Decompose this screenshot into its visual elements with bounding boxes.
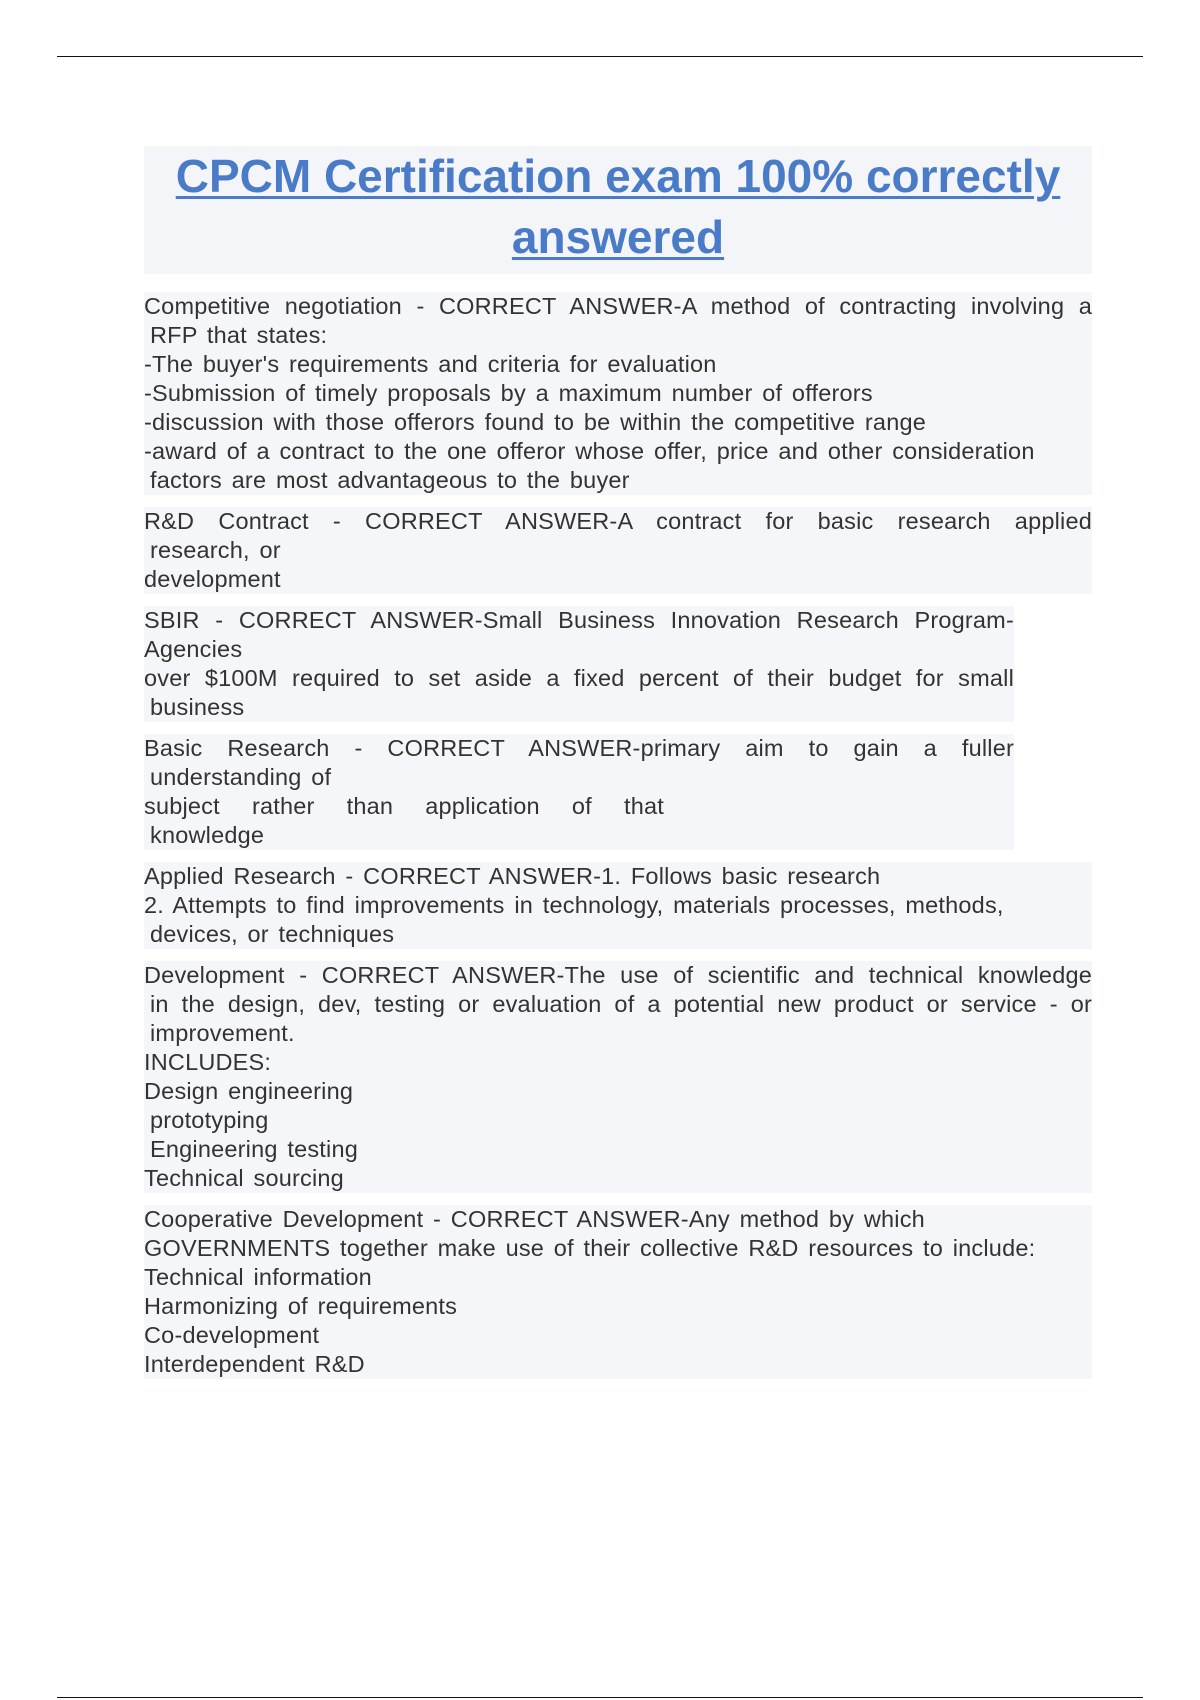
qa-entry-cooperative-development (144, 1205, 1092, 1379)
qa-line: research, or (150, 537, 281, 563)
qa-line: Agencies (144, 636, 243, 662)
qa-line: understanding of (150, 764, 332, 790)
qa-line: business (150, 694, 245, 720)
qa-line: Engineering testing (150, 1136, 358, 1162)
header-rule (57, 56, 1143, 57)
document-title[interactable]: CPCM Certification exam 100% correctly answered (175, 150, 1061, 263)
qa-line: prototyping (150, 1107, 269, 1133)
qa-line: improvement. (150, 1020, 295, 1046)
qa-line: R&D Contract - CORRECT ANSWER-A contract for basic research applied (144, 508, 1092, 534)
qa-line: Basic Research - CORRECT ANSWER-primary aim to gain a fuller (144, 735, 1014, 761)
qa-line: devices, or techniques (150, 921, 395, 947)
qa-line: GOVERNMENTS together make use of their collective R&D resources to include: (144, 1235, 1036, 1261)
qa-line: over $100M required to set aside a fixed percent of their budget for small (144, 665, 1014, 691)
qa-line: INCLUDES: (144, 1049, 272, 1075)
document-body (144, 146, 1092, 1391)
qa-entry-applied-research (144, 862, 1092, 949)
qa-line: Applied Research - CORRECT ANSWER-1. Follows basic research (144, 863, 881, 889)
qa-line: in the design, dev, testing or evaluation of a potential new product or service - or (150, 991, 1092, 1017)
footer-rule (57, 1697, 1143, 1698)
qa-entry-competitive-negotiation (144, 292, 1092, 495)
qa-line: Competitive negotiation - CORRECT ANSWER-A method of contracting involving a (144, 293, 1092, 319)
title-block (144, 146, 1092, 274)
qa-entry-development (144, 961, 1092, 1193)
qa-line: -discussion with those offerors found to be within the competitive range (144, 409, 927, 435)
qa-line: -The buyer's requirements and criteria for evaluation (144, 351, 717, 377)
qa-line: Technical sourcing (144, 1165, 344, 1191)
qa-line: 2. Attempts to find improvements in technology, materials processes, methods, (144, 892, 1004, 918)
qa-entry-basic-research (144, 734, 1014, 850)
qa-line: Co-development (144, 1322, 320, 1348)
qa-line: knowledge (150, 822, 265, 848)
qa-line: -Submission of timely proposals by a maximum number of offerors (144, 380, 873, 406)
qa-line: Cooperative Development - CORRECT ANSWER-Any method by which (144, 1206, 925, 1232)
qa-entry-sbir (144, 606, 1014, 722)
qa-line: development (144, 566, 281, 592)
qa-line: factors are most advantageous to the buyer (150, 467, 630, 493)
qa-line: SBIR - CORRECT ANSWER-Small Business Innovation Research Program- (144, 607, 1014, 633)
qa-line: -award of a contract to the one offeror whose offer, price and other consideration (144, 438, 1035, 464)
qa-line: Development - CORRECT ANSWER-The use of scientific and technical knowledge (144, 962, 1092, 988)
qa-line: Technical information (144, 1264, 372, 1290)
qa-line: Design engineering (144, 1078, 354, 1104)
qa-entry-rd-contract (144, 507, 1092, 594)
qa-line: Harmonizing of requirements (144, 1293, 458, 1319)
qa-line: RFP that states: (150, 322, 328, 348)
qa-line: subject rather than application of that (144, 793, 664, 819)
qa-line: Interdependent R&D (144, 1351, 365, 1377)
